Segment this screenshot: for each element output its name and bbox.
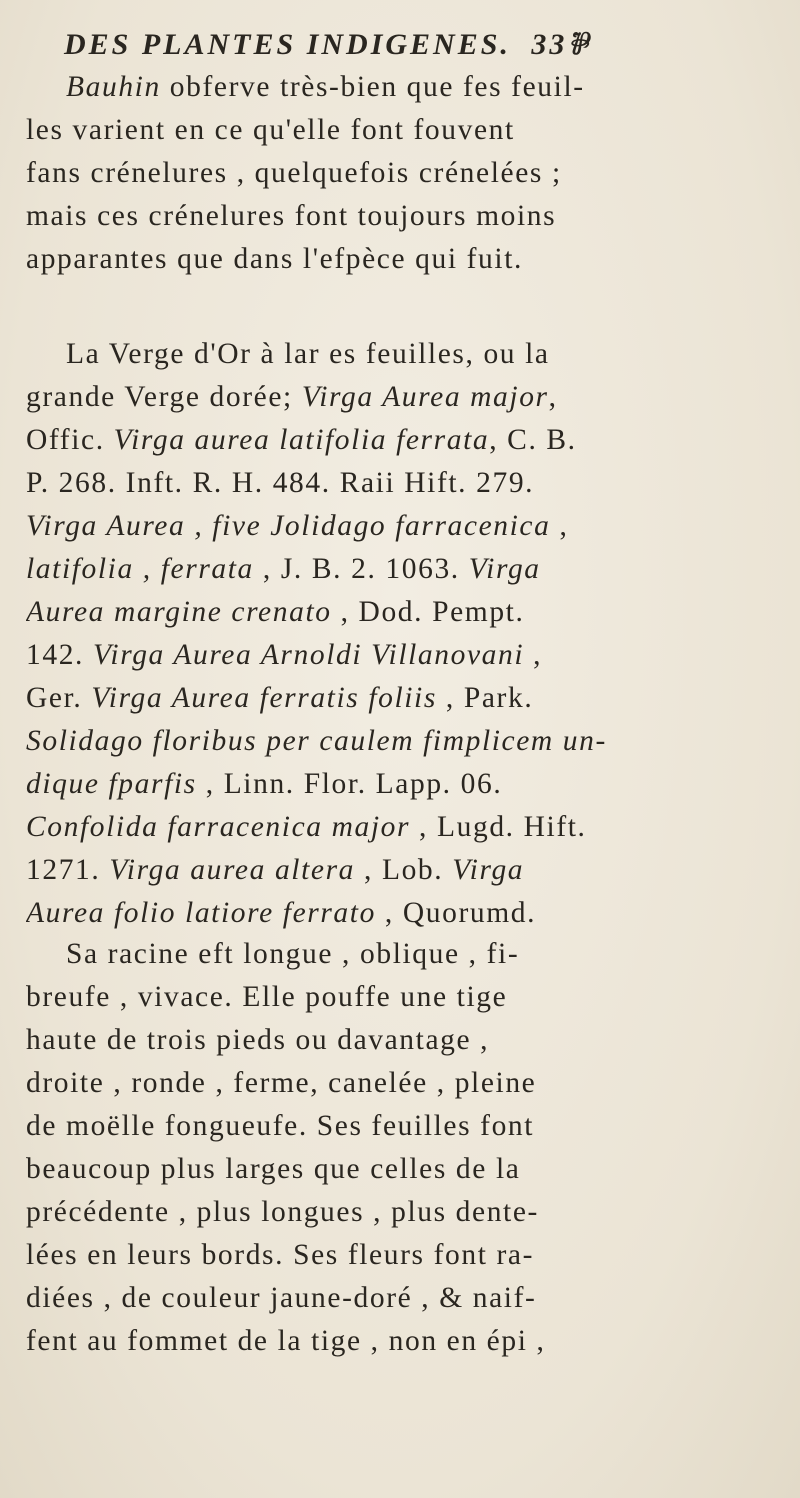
text-span: , Linn. Flor. Lapp. 06. xyxy=(196,768,503,800)
text-line xyxy=(26,66,770,109)
italic-text: Solidago floribus per caulem fimplicem un- xyxy=(26,725,607,757)
text-span: breufe , vivace. Elle pouffe une tige xyxy=(26,981,508,1013)
text-line xyxy=(26,376,770,419)
italic-text: Virga xyxy=(468,553,541,585)
text-span: La Verge d'Or à lar es feuilles, ou la xyxy=(66,338,550,370)
text-span: , xyxy=(524,639,543,671)
running-header xyxy=(64,22,754,63)
text-span: haute de trois pieds ou davantage , xyxy=(26,1024,490,1056)
text-span: fans crénelures , quelquefois crénelées ; xyxy=(26,157,562,189)
text-span: droite , ronde , ferme, canelée , pleine xyxy=(26,1067,537,1099)
page-number: 33⅌ xyxy=(531,28,591,61)
paragraph-synonyms xyxy=(26,333,770,935)
paragraph-bauhin xyxy=(26,66,770,281)
text-line xyxy=(26,238,770,281)
italic-text: dique fparfis xyxy=(26,768,197,800)
header-title: DES PLANTES INDIGENES. xyxy=(64,28,511,61)
text-span: Ger. xyxy=(26,682,92,714)
italic-text: latifolia , ferrata xyxy=(26,553,254,585)
text-span: fent au fommet de la tige , non en épi , xyxy=(26,1325,546,1357)
text-span: 1271. xyxy=(26,854,110,886)
text-line xyxy=(26,849,770,892)
italic-text: Virga aurea altera xyxy=(109,854,356,886)
text-span: diées , de couleur jaune-doré , & naif- xyxy=(26,1282,537,1314)
text-line xyxy=(26,419,770,462)
paragraph-description xyxy=(26,933,770,1363)
text-span: , xyxy=(550,510,569,542)
italic-text: Virga Aurea Arnoldi Villanovani xyxy=(93,639,525,671)
text-line xyxy=(26,152,770,195)
text-span: de moëlle fongueufe. Ses feuilles font xyxy=(26,1110,535,1142)
text-span: , xyxy=(548,381,558,413)
text-span: 142. xyxy=(26,639,93,671)
text-line xyxy=(26,763,770,806)
text-span: les varient en ce qu'elle font fouvent xyxy=(26,114,515,146)
text-line xyxy=(26,720,770,763)
text-span: , Lob. xyxy=(355,854,453,886)
text-line xyxy=(26,109,770,152)
text-span: précédente , plus longues , plus dente- xyxy=(26,1196,539,1228)
text-span: , Dod. Pempt. xyxy=(331,596,525,628)
text-line xyxy=(26,195,770,238)
text-span: beaucoup plus larges que celles de la xyxy=(26,1153,521,1185)
italic-text: Confolida farracenica major xyxy=(26,811,411,843)
italic-text: Aurea margine crenato xyxy=(26,596,332,628)
text-span: P. 268. Inft. R. H. 484. Raii Hift. 279. xyxy=(26,467,535,499)
text-span: , C. B. xyxy=(489,424,577,456)
text-span: lées en leurs bords. Ses fleurs font ra- xyxy=(26,1239,535,1271)
italic-text: Virga Aurea major xyxy=(301,381,549,413)
italic-text: Virga xyxy=(452,854,525,886)
text-line xyxy=(26,462,770,505)
italic-text: Virga aurea latifolia ferrata xyxy=(113,424,490,456)
text-line xyxy=(26,1234,770,1277)
text-span: , Park. xyxy=(436,682,534,714)
text-span: , Lugd. Hift. xyxy=(410,811,587,843)
text-line xyxy=(26,1320,770,1363)
text-line xyxy=(26,1062,770,1105)
text-line xyxy=(26,1191,770,1234)
text-span: Offic. xyxy=(26,424,114,456)
text-line xyxy=(26,1019,770,1062)
text-line xyxy=(26,1148,770,1191)
text-span: Sa racine eft longue , oblique , fi- xyxy=(66,938,520,970)
text-line xyxy=(26,505,770,548)
text-line xyxy=(26,806,770,849)
text-line xyxy=(26,1105,770,1148)
text-line xyxy=(26,677,770,720)
text-span: , Quorumd. xyxy=(375,897,537,929)
text-line xyxy=(26,892,770,935)
text-span: grande Verge dorée; xyxy=(26,381,302,413)
italic-text: Virga Aurea , five Jolidago farracenica xyxy=(26,510,551,542)
text-line xyxy=(26,976,770,1019)
text-line xyxy=(26,1277,770,1320)
text-line xyxy=(26,933,770,976)
text-line xyxy=(26,333,770,376)
text-span: , J. B. 2. 1063. xyxy=(253,553,469,585)
text-line xyxy=(26,591,770,634)
italic-text: Aurea folio latiore ferrato xyxy=(26,897,376,929)
italic-text: Bauhin xyxy=(66,71,161,103)
text-span: apparantes que dans l'efpèce qui fuit. xyxy=(26,243,523,275)
text-span: obferve très-bien que fes feuil- xyxy=(160,71,585,103)
text-line xyxy=(26,548,770,591)
text-line xyxy=(26,634,770,677)
text-span: mais ces crénelures font toujours moins xyxy=(26,200,557,232)
italic-text: Virga Aurea ferratis foliis xyxy=(91,682,437,714)
